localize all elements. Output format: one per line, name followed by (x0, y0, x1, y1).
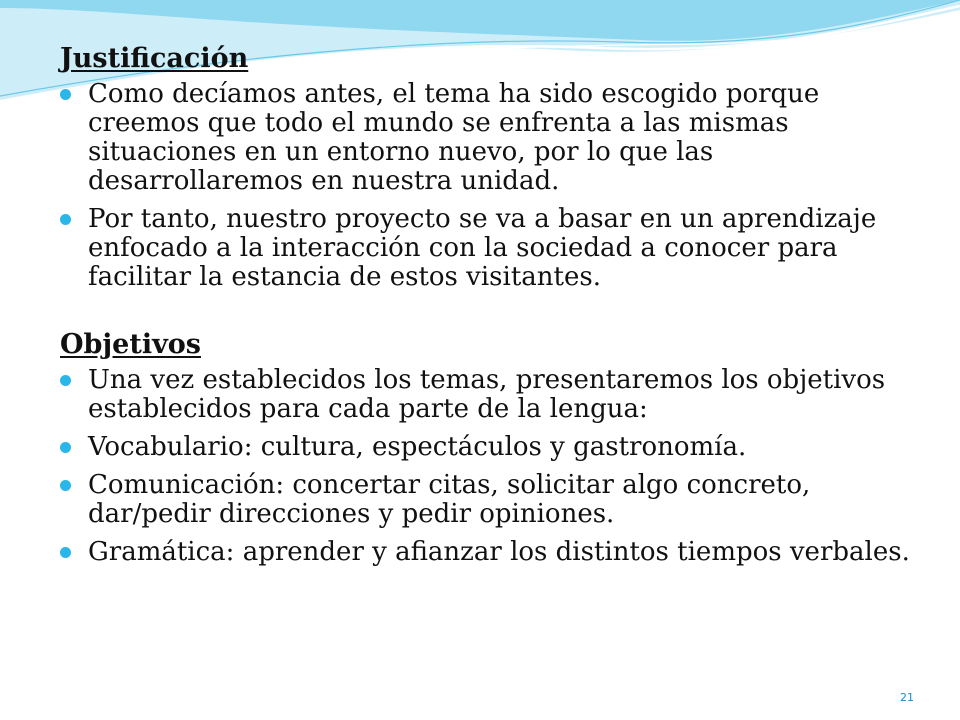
page-number: 21 (900, 691, 914, 704)
objetivos-list (60, 366, 920, 567)
heading-objetivos: Objetivos (60, 329, 201, 360)
bullet-icon (60, 442, 71, 453)
bullet-text: Comunicación: concertar citas, solicitar algo concreto, dar/pedir direcciones y pedir opiniones. (88, 470, 811, 529)
list-item (60, 538, 920, 567)
slide-content (60, 42, 920, 576)
bullet-icon (60, 214, 71, 225)
bullet-icon (60, 89, 71, 100)
list-item (60, 80, 920, 196)
bullet-icon (60, 480, 71, 491)
bullet-icon (60, 547, 71, 558)
heading-justificacion: Justificación (60, 43, 249, 74)
bullet-text: Por tanto, nuestro proyecto se va a basar en un aprendizaje enfocado a la interacción con la sociedad a conocer para facilitar la estancia de estos visitantes. (88, 204, 877, 292)
bullet-text: Gramática: aprender y afianzar los distintos tiempos verbales. (88, 537, 910, 567)
list-item (60, 366, 920, 424)
bullet-text: Vocabulario: cultura, espectáculos y gastronomía. (88, 432, 747, 462)
list-item (60, 471, 920, 529)
list-item (60, 205, 920, 292)
justificacion-list (60, 80, 920, 292)
bullet-text: Una vez establecidos los temas, presentaremos los objetivos establecidos para cada parte de la lengua: (88, 365, 886, 424)
bullet-text: Como decíamos antes, el tema ha sido escogido porque creemos que todo el mundo se enfrenta a las mismas situaciones en un entorno nuevo, por lo que las desarrollaremos en nuestra unidad. (88, 79, 820, 196)
bullet-icon (60, 375, 71, 386)
list-item (60, 433, 920, 462)
